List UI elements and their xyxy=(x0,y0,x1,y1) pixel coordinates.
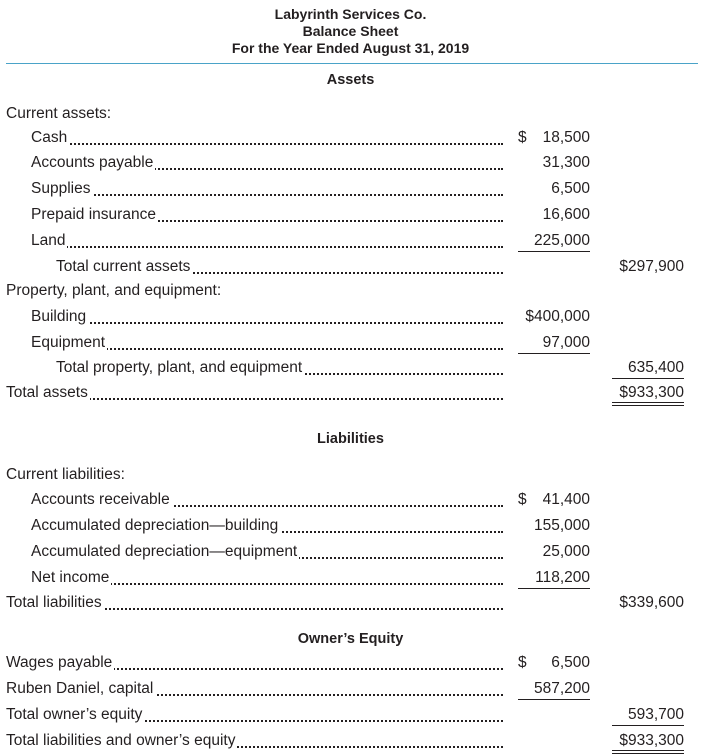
amount-column-1 xyxy=(518,304,590,330)
subtotal-underline xyxy=(518,251,590,252)
line-item-label-text: Total owner’s equity xyxy=(6,706,143,723)
line-item-label xyxy=(56,355,503,381)
line-item-total-liabilities-and-owner-s-equity xyxy=(0,728,701,754)
line-item-label-text: Accounts payable xyxy=(31,154,154,171)
line-item-label xyxy=(31,202,503,228)
line-item-label-text: Current assets: xyxy=(6,105,112,122)
amount-value: 6,500 xyxy=(551,180,590,197)
amount-column-1 xyxy=(518,330,590,356)
subtotal-underline xyxy=(518,699,590,700)
amount-column-2 xyxy=(612,728,684,754)
amount-column-1 xyxy=(518,150,590,176)
line-item-label xyxy=(31,228,503,254)
subtotal-underline xyxy=(612,725,684,726)
line-item-label xyxy=(6,650,503,676)
section-title-liabilities: Liabilities xyxy=(317,431,384,447)
amount-value: 16,600 xyxy=(542,206,590,223)
amount-value: 587,200 xyxy=(533,680,590,697)
line-item-label xyxy=(6,380,503,406)
amount-column-1 xyxy=(518,676,590,702)
subtotal-underline xyxy=(518,588,590,589)
amount-value: 97,000 xyxy=(542,334,590,351)
line-item-label-text: Total liabilities and owner’s equity xyxy=(6,732,236,749)
line-item-cash xyxy=(0,125,701,151)
amount-column-1 xyxy=(518,487,590,513)
line-item-label xyxy=(31,330,503,356)
line-item-equipment xyxy=(0,330,701,356)
amount-column-1 xyxy=(518,125,590,151)
line-item-label-text: Wages payable xyxy=(6,654,113,671)
amount-column-1 xyxy=(518,228,590,254)
company-name: Labyrinth Services Co. xyxy=(274,6,427,22)
amount-column-1 xyxy=(518,565,590,591)
amount-value: 118,200 xyxy=(535,569,590,586)
line-item-label xyxy=(6,702,503,728)
line-item-label-text: Accounts receivable xyxy=(31,491,170,508)
amount-value: 225,000 xyxy=(533,232,590,249)
line-item-label-text: Property, plant, and equipment: xyxy=(6,282,222,299)
line-item-total-current-assets xyxy=(0,254,701,280)
line-item-label-text: Current liabilities: xyxy=(6,466,125,483)
line-item-label-text: Total property, plant, and equipment xyxy=(56,359,303,376)
amount-column-2 xyxy=(612,355,684,381)
line-item-label xyxy=(6,728,503,754)
amount-column-2 xyxy=(612,702,684,728)
amount-column-1 xyxy=(518,202,590,228)
line-item-label-text: Total current assets xyxy=(56,258,191,275)
dollar-sign: $ xyxy=(518,654,527,671)
line-item-label xyxy=(31,304,503,330)
dollar-sign: $ xyxy=(518,491,527,508)
line-item-label xyxy=(31,150,503,176)
line-item-accumulated-depreciation-building xyxy=(0,513,701,539)
line-item-prepaid-insurance xyxy=(0,202,701,228)
line-item-building xyxy=(0,304,701,330)
line-item-label-text: Equipment xyxy=(31,334,106,351)
line-item-label xyxy=(56,254,503,280)
dollar-sign: $ xyxy=(518,129,527,146)
line-item-label xyxy=(31,487,503,513)
line-item-label-text: Cash xyxy=(31,129,68,146)
line-item-total-property-plant-and-equipment xyxy=(0,355,701,381)
amount-value: 18,500 xyxy=(542,129,590,146)
line-item-label-text: Ruben Daniel, capital xyxy=(6,680,154,697)
line-item-accumulated-depreciation-equipment xyxy=(0,539,701,565)
amount-value: $297,900 xyxy=(619,258,684,275)
amount-column-2 xyxy=(612,380,684,406)
line-item-total-liabilities xyxy=(0,590,701,616)
amount-value: $339,600 xyxy=(619,594,684,611)
statement-period: For the Year Ended August 31, 2019 xyxy=(231,40,470,56)
section-title-owner-s-equity: Owner’s Equity xyxy=(297,631,404,647)
line-item-label xyxy=(31,176,503,202)
amount-value: 635,400 xyxy=(627,359,684,376)
line-item-label-text: Prepaid insurance xyxy=(31,206,156,223)
amount-value: $933,300 xyxy=(619,732,684,749)
line-item-land xyxy=(0,228,701,254)
subtotal-underline xyxy=(612,378,684,379)
amount-value: 41,400 xyxy=(542,491,590,508)
line-item-total-assets xyxy=(0,380,701,406)
line-item-label xyxy=(31,125,503,151)
line-item-label-text: Total liabilities xyxy=(6,594,102,611)
line-item-net-income xyxy=(0,565,701,591)
amount-value: 31,300 xyxy=(542,154,590,171)
line-item-total-owner-s-equity xyxy=(0,702,701,728)
amount-column-1 xyxy=(518,176,590,202)
line-item-label-text: Accumulated depreciation—building xyxy=(31,517,279,534)
line-item-label xyxy=(6,278,223,304)
subtotal-underline xyxy=(518,353,590,354)
line-item-label xyxy=(6,676,503,702)
line-item-label xyxy=(6,590,503,616)
line-item-label xyxy=(31,513,503,539)
amount-column-2 xyxy=(612,590,684,616)
line-item-label xyxy=(6,101,113,127)
amount-column-1 xyxy=(518,650,590,676)
total-double-underline xyxy=(612,750,684,754)
line-item-label-text: Total assets xyxy=(6,384,88,401)
amount-value: 25,000 xyxy=(542,543,590,560)
amount-column-1 xyxy=(518,513,590,539)
statement-title: Balance Sheet xyxy=(302,23,399,39)
amount-value: $933,300 xyxy=(619,384,684,401)
amount-value: 6,500 xyxy=(551,654,590,671)
amount-value: $400,000 xyxy=(525,308,590,325)
line-item-label-text: Accumulated depreciation—equipment xyxy=(31,543,298,560)
line-item-label xyxy=(31,565,503,591)
amount-column-1 xyxy=(518,539,590,565)
line-item-label-text: Supplies xyxy=(31,180,91,197)
line-item-current-liabilities xyxy=(0,462,701,488)
total-double-underline xyxy=(612,402,684,406)
line-item-supplies xyxy=(0,176,701,202)
line-item-current-assets xyxy=(0,101,701,127)
amount-column-2 xyxy=(612,254,684,280)
line-item-label-text: Net income xyxy=(31,569,110,586)
line-item-ruben-daniel-capital xyxy=(0,676,701,702)
line-item-wages-payable xyxy=(0,650,701,676)
amount-value: 593,700 xyxy=(627,706,684,723)
line-item-label-text: Building xyxy=(31,308,87,325)
line-item-accounts-receivable xyxy=(0,487,701,513)
amount-value: 155,000 xyxy=(533,517,590,534)
line-item-label xyxy=(6,462,127,488)
line-item-accounts-payable xyxy=(0,150,701,176)
section-title-assets: Assets xyxy=(326,72,375,88)
line-item-label xyxy=(31,539,503,565)
line-item-label-text: Land xyxy=(31,232,66,249)
line-item-property-plant-and-equipment xyxy=(0,278,701,304)
header-divider xyxy=(6,63,698,64)
